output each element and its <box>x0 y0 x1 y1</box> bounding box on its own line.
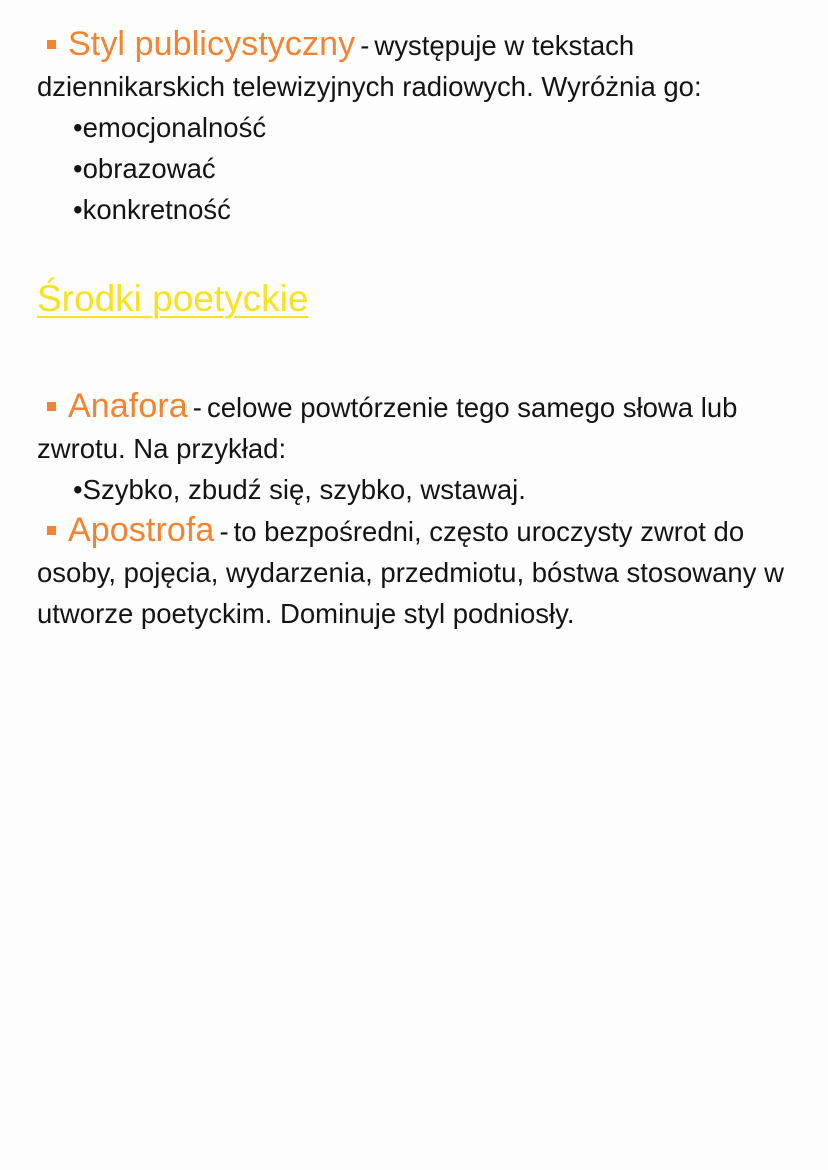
entry-anafora <box>37 386 797 469</box>
list-item: •emocjonalność <box>73 112 267 143</box>
note-page <box>37 24 797 634</box>
list-item: •obrazować <box>73 153 216 184</box>
term-description: to bezpośredni, często uroczysty zwrot do osoby, pojęcia, wydarzenia, przedmiotu, bóstwa stosowany w utworze poetyckim. Dominuje styl podniosły. <box>37 516 784 629</box>
term-separator: - <box>192 392 202 423</box>
square-bullet-icon <box>47 526 56 535</box>
example-list <box>37 469 797 510</box>
square-bullet-icon <box>47 402 56 411</box>
term-separator: - <box>219 516 229 547</box>
entry-apostrofa <box>37 510 797 634</box>
feature-list <box>37 107 797 230</box>
list-item: •konkretność <box>73 194 231 225</box>
term-description: występuje w tekstach dziennikarskich telewizyjnych radiowych. Wyróżnia go: <box>37 30 702 102</box>
section-heading: Środki poetyckie <box>37 278 309 319</box>
term-title: Styl publicystyczny <box>68 25 356 63</box>
term-title: Anafora <box>68 387 188 425</box>
term-title: Apostrofa <box>68 511 215 549</box>
term-separator: - <box>360 30 370 61</box>
entry-styl-publicystyczny <box>37 24 797 107</box>
square-bullet-icon <box>47 40 56 49</box>
list-item: •Szybko, zbudź się, szybko, wstawaj. <box>73 474 526 505</box>
term-description: celowe powtórzenie tego samego słowa lub zwrotu. Na przykład: <box>37 392 738 464</box>
